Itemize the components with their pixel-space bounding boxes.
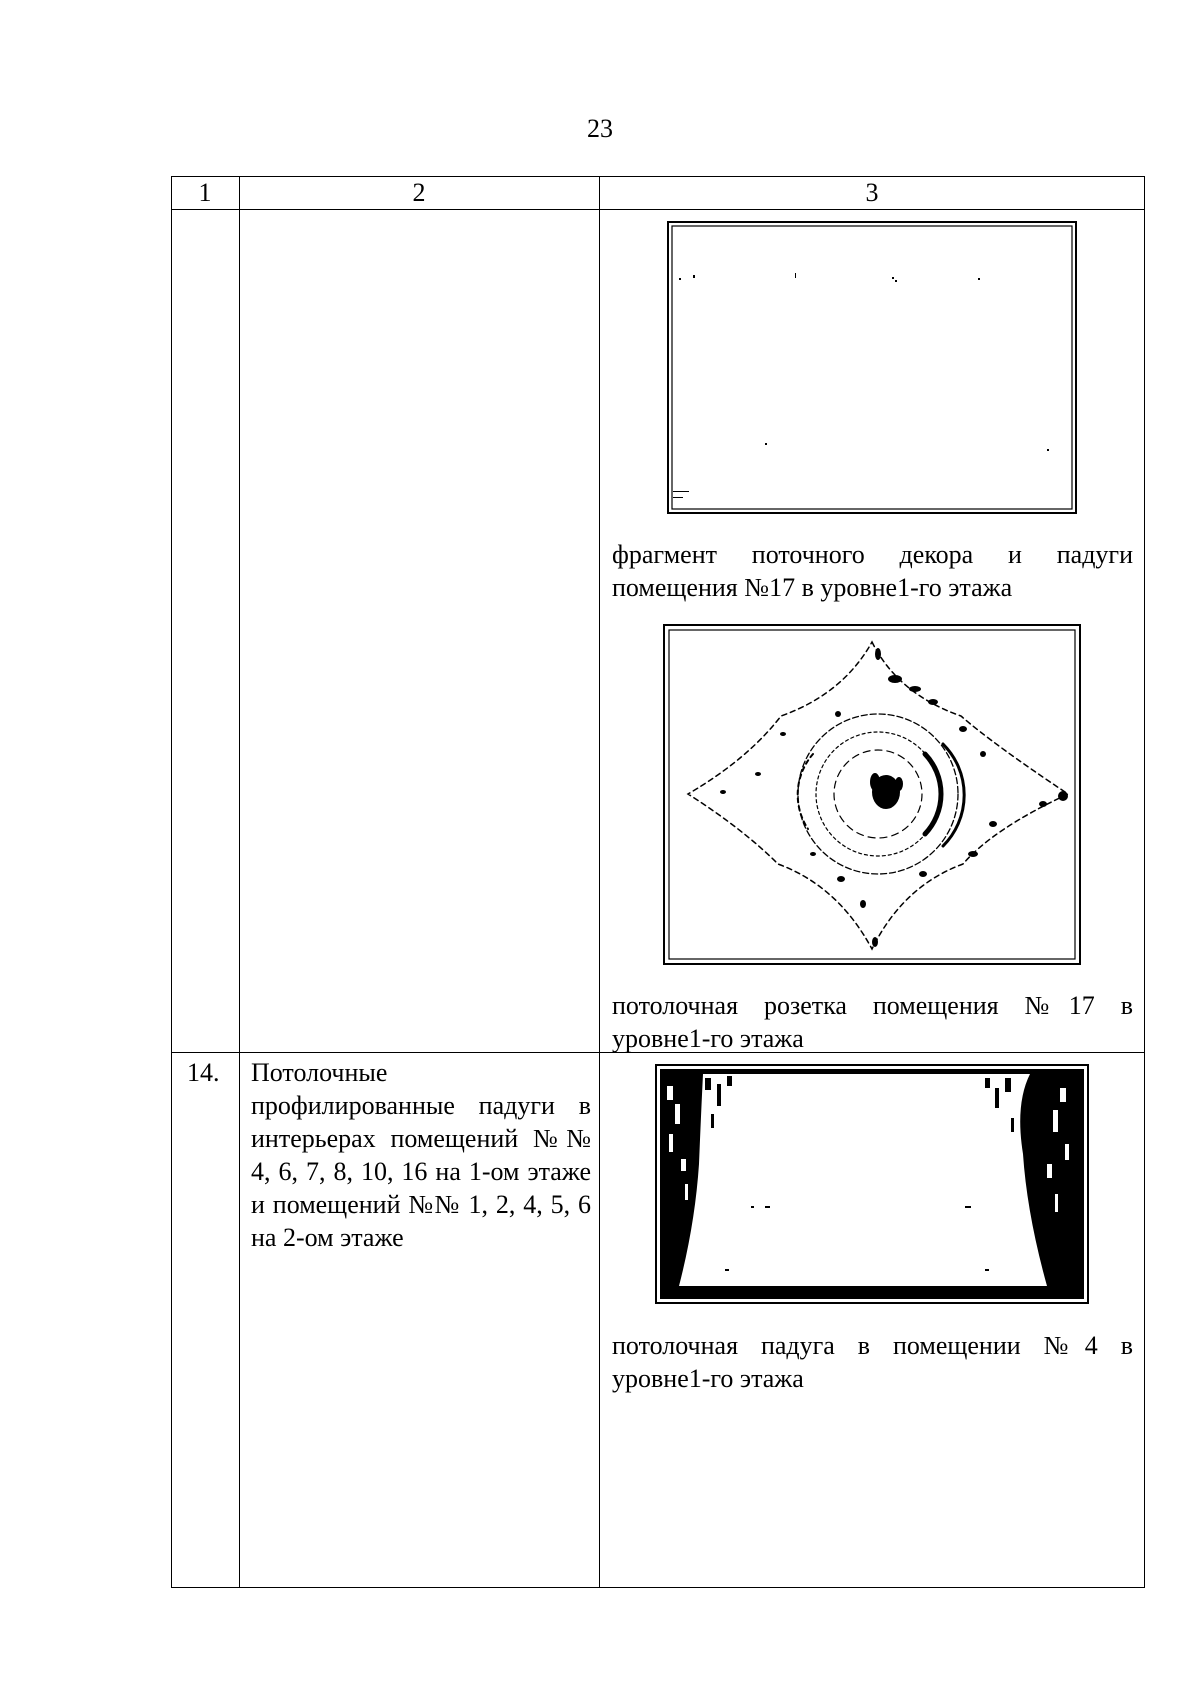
caption-decor-fragment: фрагмент поточного декора и падуги помещения №17 в уровне1-го этажа	[612, 540, 1133, 602]
photo-decor-fragment	[667, 221, 1077, 514]
row-number: 14.	[187, 1058, 220, 1087]
heritage-table	[171, 176, 1145, 1588]
header-col-1: 1	[198, 178, 212, 207]
table-border-bottom	[171, 1587, 1145, 1588]
header-col-2: 2	[412, 178, 426, 207]
table-divider-col1	[239, 176, 240, 1588]
row-description: Потолочные профилированные падуги в интерьерах помещений №№ 4, 6, 7, 8, 10, 16 на 1-ом этаже и помещений №№ 1, 2, 4, 5, 6 на 2-ом этаже	[251, 1058, 591, 1252]
photo-ceiling-cove	[655, 1064, 1089, 1304]
page-number: 23	[587, 114, 613, 143]
header-col-3: 3	[865, 178, 879, 207]
table-border-left	[171, 176, 172, 1588]
photo-ceiling-rosette	[663, 624, 1081, 965]
caption-ceiling-rosette: потолочная розетка помещения №17 в уровне1-го этажа	[612, 991, 1133, 1053]
table-border-right	[1144, 176, 1145, 1588]
table-divider-col2	[599, 176, 600, 1588]
header-row-divider	[171, 209, 1145, 210]
caption-ceiling-cove: потолочная падуга в помещении №4 в уровне1-го этажа	[612, 1331, 1133, 1393]
